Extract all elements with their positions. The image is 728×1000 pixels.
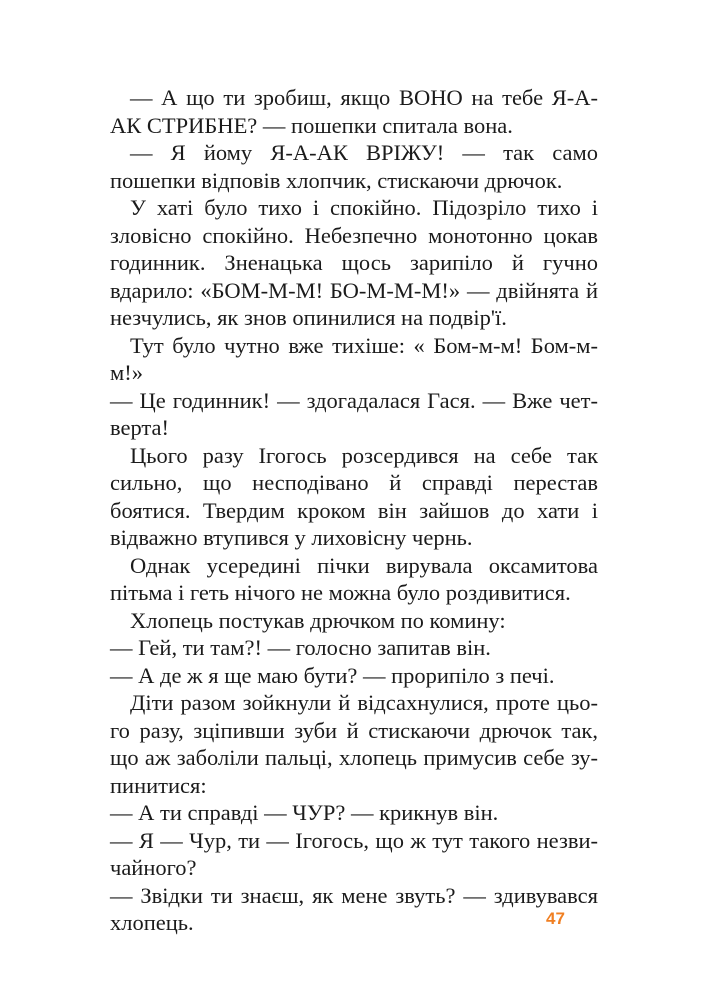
paragraph: — Гей, ти там?! — голосно запитав він. — [110, 635, 491, 660]
paragraph: Однак усередині пічки вирувала оксамитова пітьма і геть нічого не можна було роздивитися. — [110, 552, 598, 605]
paragraph: — А ти справді — ЧУР? — крикнув він. — [110, 800, 499, 825]
paragraph: Хлопець постукав дрючком по комину: — [130, 607, 506, 633]
paragraph: — Звідки ти знаєш, як мене звуть? — здивувався хлопець. — [110, 882, 598, 935]
paragraph: — Я — Чур, ти — Ігогось, що ж тут такого незвичайного? — [110, 827, 598, 880]
page-number: 47 — [546, 909, 565, 928]
body-text — [110, 84, 598, 937]
paragraph: — А де ж я ще маю бути? — прорипіло з печі. — [110, 662, 555, 688]
paragraph: — Я йому Я-А-АК ВРІЖУ! — так само пошепки відповів хлопчик, стискаючи дрючок. — [110, 140, 598, 193]
paragraph: — А що ти зробиш, якщо ВОНО на тебе Я-А-АК СТРИБНЕ? — пошепки спитала вона. — [110, 85, 598, 138]
paragraph: Цього разу Ігогось розсердився на себе так сильно, що несподівано й справді перестав боятися. Твердим кроком він зайшов до хати і відважно втупився у лиховісну чернь. — [110, 442, 598, 550]
paragraph: — Це годинник! — здогадалася Гася. — Вже четверта! — [110, 387, 598, 440]
paragraph: Діти разом зойкнули й відсахнулися, проте цього разу, зціпивши зуби й стискаючи дрючок так, що аж заболіли пальці, хлопець примусив себе зупинитися: — [110, 690, 598, 798]
paragraph: У хаті було тихо і спокійно. Підозріло тихо і зловісно спокійно. Небезпечно монотонно цокав годинник. Зненацька щось зарипіло й гучно вдарило: «БОМ-М-М! БО-М-М-М!» — двійнята й незчулись, як знов опинилися на подвір'ї. — [110, 195, 598, 330]
paragraph: Тут було чутно вже тихіше: « Бом-м-м! Бом-м-м!» — [110, 332, 598, 385]
